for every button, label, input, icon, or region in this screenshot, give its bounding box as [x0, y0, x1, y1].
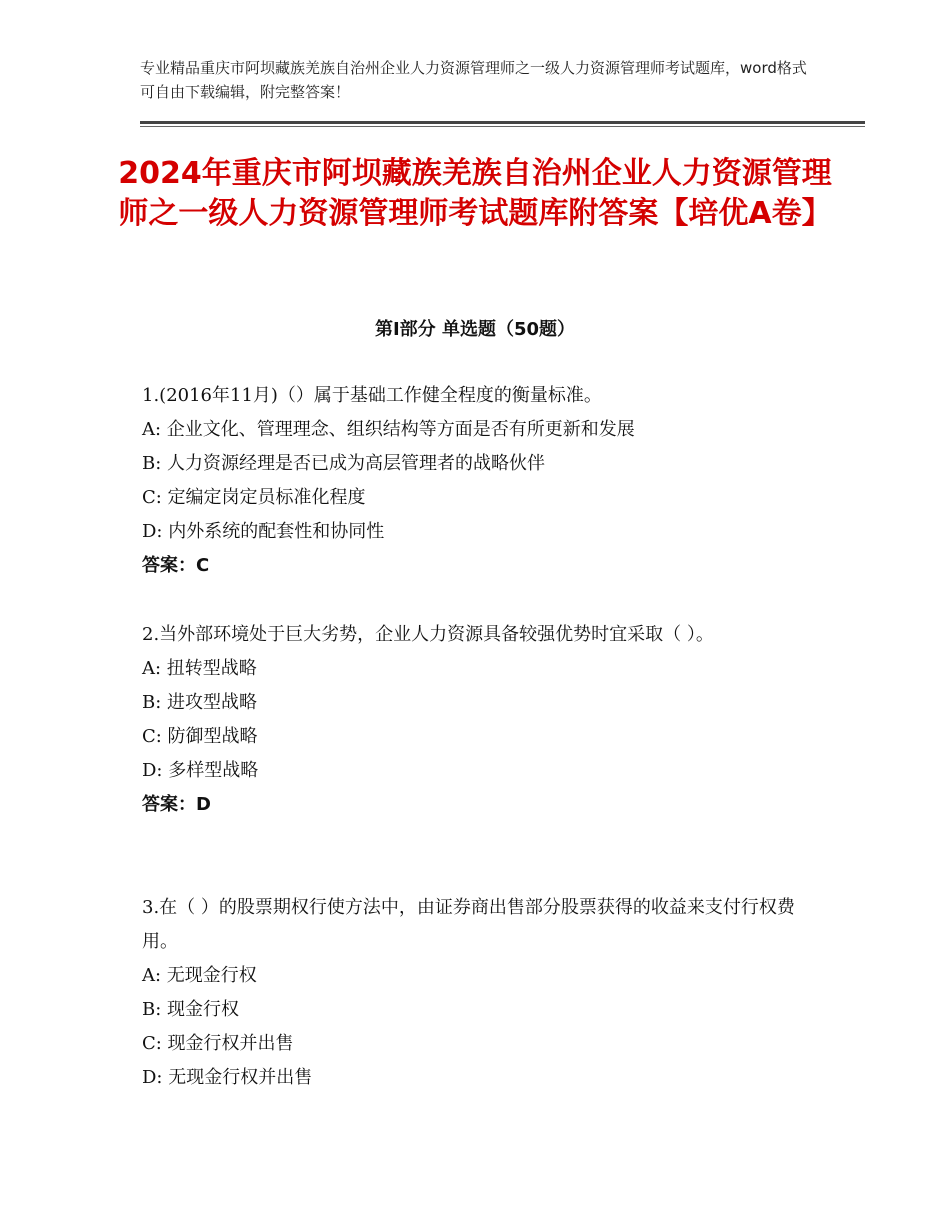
- answer: 答案：D: [142, 794, 211, 815]
- document-title: 2024年重庆市阿坝藏族羌族自治州企业人力资源管理师之一级人力资源管理师考试题库附答案【培优A卷】: [118, 156, 832, 231]
- answer: 答案：C: [142, 555, 210, 576]
- option-d: D: 内外系统的配套性和协同性: [142, 521, 385, 542]
- option-a: A: 扭转型战略: [142, 658, 257, 679]
- option-a: A: 企业文化、管理理念、组织结构等方面是否有所更新和发展: [142, 419, 635, 440]
- option-b: B: 人力资源经理是否已成为高层管理者的战略伙伴: [142, 453, 546, 474]
- question-stem: 3.在（ ）的股票期权行使方法中，由证券商出售部分股票获得的收益来支付行权费用。: [142, 897, 795, 952]
- option-b: B: 进攻型战略: [142, 692, 258, 713]
- section-heading: 第Ⅰ部分 单选题（50题）: [374, 319, 575, 340]
- question-stem: 2.当外部环境处于巨大劣势，企业人力资源具备较强优势时宜采取（ ）。: [142, 624, 714, 645]
- question-2: [142, 618, 822, 822]
- question-3: [142, 891, 822, 1095]
- header-note: 专业精品重庆市阿坝藏族羌族自治州企业人力资源管理师之一级人力资源管理师考试题库，word格式可自由下载编辑，附完整答案！: [140, 59, 807, 101]
- option-d: D: 多样型战略: [142, 760, 259, 781]
- option-c: C: 定编定岗定员标准化程度: [142, 487, 366, 508]
- header-divider-thick: [140, 121, 865, 124]
- question-1: [142, 379, 822, 583]
- question-stem: 1.(2016年11月)（）属于基础工作健全程度的衡量标准。: [142, 385, 602, 406]
- option-c: C: 防御型战略: [142, 726, 258, 747]
- option-c: C: 现金行权并出售: [142, 1033, 294, 1054]
- option-a: A: 无现金行权: [142, 965, 257, 986]
- option-b: B: 现金行权: [142, 999, 240, 1020]
- header-divider-thin: [140, 126, 865, 127]
- option-d: D: 无现金行权并出售: [142, 1067, 313, 1088]
